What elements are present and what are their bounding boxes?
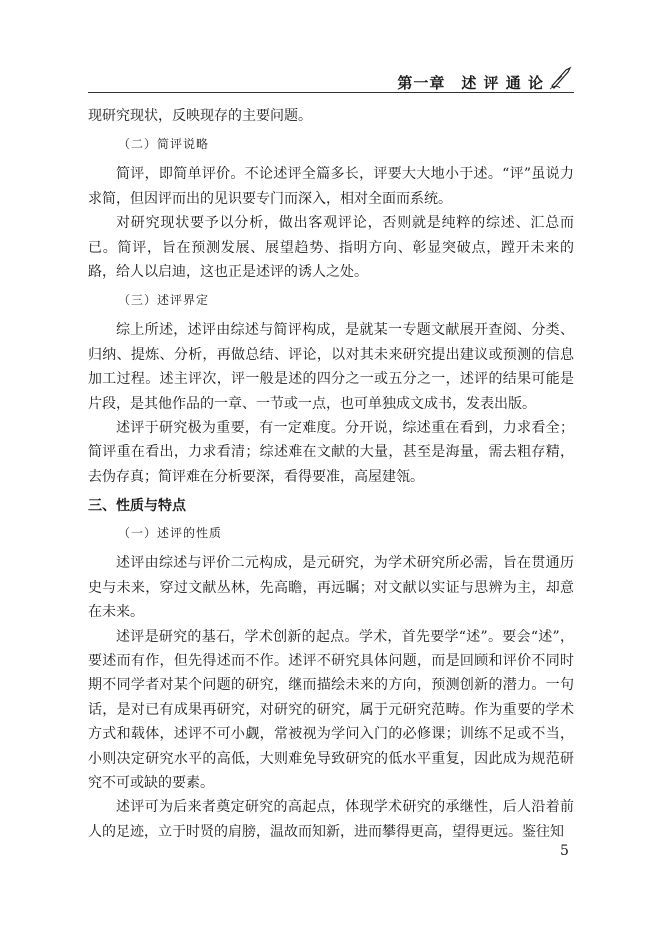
paragraph: 述评于研究极为重要，有一定难度。分开说，综述重在看到，力求看全；简评重在看出，力求看清；综述难在文献的大量，甚至是海量，需去粗存精，去伪存真；简评难在分析要深，看得要准，高屋建瓴。 bbox=[88, 420, 574, 485]
subsection-heading-definition: （三）述评界定 bbox=[118, 293, 210, 308]
paragraph: 述评可为后来者奠定研究的高起点，体现学术研究的承继性，后人沿着前人的足迹，立于时贤的肩膀，温故而知新，进而攀得更高，望得更远。鉴往知 bbox=[88, 799, 574, 840]
paragraph: 综上所述，述评由综述与简评构成，是就某一专题文献展开查阅、分类、归纳、提炼、分析，再做总结、评论，以对其未来研究提出建议或预测的信息加工过程。述主评次，评一般是述的四分之一或五分之一，述评的结果可能是片段，是其他作品的一章、一节或一点，也可单独成文成书，发表出版。 bbox=[88, 322, 574, 412]
subsection-heading-nature: （一）述评的性质 bbox=[118, 526, 223, 541]
header-rule bbox=[88, 92, 574, 93]
subsection-heading-brief-review: （二）简评说略 bbox=[118, 137, 210, 152]
paragraph: 述评是研究的基石，学术创新的起点。学术，首先要学“述”。要会“述”，要述而有作，但先得述而不作。述评不研究具体问题，而是回顾和评价不同时期不同学者对某个问题的研究，继而描绘未来的方向，预测创新的潜力。一句话，是对已有成果再研究，对研究的研究，属于元研究范畴。作为重要的学术方式和载体，述评不可小觑，常被视为学问入门的必修课；训练不足或不当，小则决定研究水平的高低，大则难免导致研究的低水平重复，因此成为规范研究不可或缺的要素。 bbox=[88, 628, 574, 791]
paragraph: 简评，即简单评价。不论述评全篇多长，评要大大地小于述。“评”虽说力求简，但因评而出的见识要专门而深入，相对全面而系统。 bbox=[88, 166, 574, 207]
paragraph: 述评由综述与评价二元构成，是元研究，为学术研究所必需，旨在贯通历史与未来，穿过文献丛林，先高瞻，再远瞩；对文献以实证与思辨为主，却意在未来。 bbox=[88, 555, 574, 621]
page-number: 5 bbox=[560, 843, 569, 859]
chapter-title: 第一章 述 评 通 论 bbox=[397, 74, 544, 92]
page-body bbox=[88, 104, 574, 844]
paragraph: 对研究现状要予以分析，做出客观评论，否则就是纯粹的综述、汇总而已。简评，旨在预测发展、展望趋势、指明方向、彰显突破点，蹚开未来的路，给人以启迪，这也正是述评的诱人之处。 bbox=[88, 215, 574, 281]
pen-nib-icon bbox=[548, 64, 574, 90]
section-heading-nature-features: 三、性质与特点 bbox=[88, 498, 186, 515]
running-header bbox=[88, 62, 574, 92]
paragraph-continuation: 现研究现状，反映现存的主要问题。 bbox=[88, 108, 312, 124]
